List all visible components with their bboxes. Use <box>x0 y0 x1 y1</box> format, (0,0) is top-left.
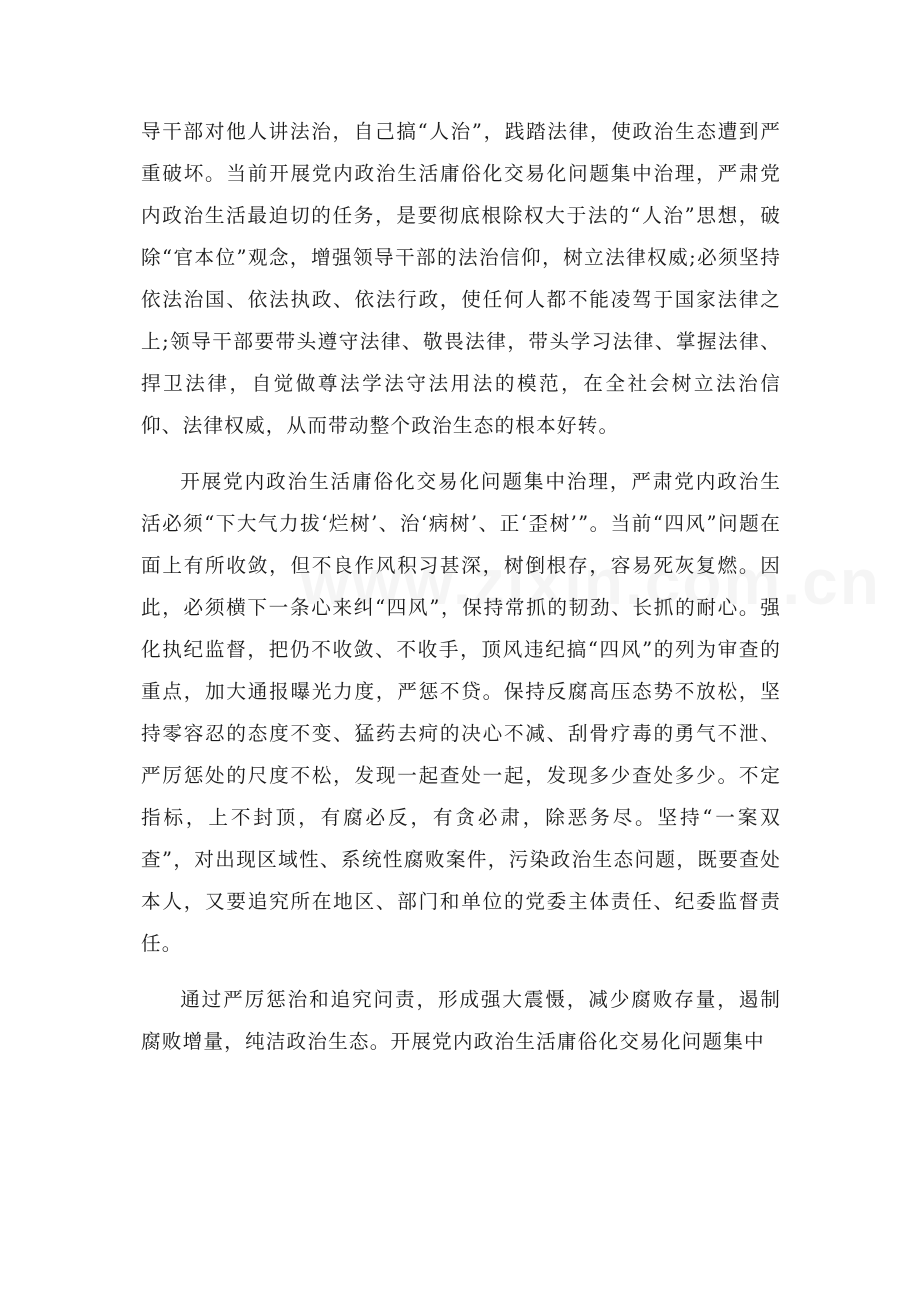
paragraph-2: 开展党内政治生活庸俗化交易化问题集中治理，严肃党内政治生活必须“下大气力拔‘烂树’、治‘病树’、正‘歪树’”。当前“四风”问题在面上有所收敛，但不良作风积习甚深，树倒根存，容易死灰复燃。因此，必须横下一条心来纠“四风”，保持常抓的韧劲、长抓的耐心。强化执纪监督，把仍不收敛、不收手，顶风违纪搞“四风”的列为审查的重点，加大通报曝光力度，严惩不贷。保持反腐高压态势不放松，坚持零容忍的态度不变、猛药去疴的决心不减、刮骨疗毒的勇气不泄、严厉惩处的尺度不松，发现一起查处一起，发现多少查处多少。不定指标，上不封顶，有腐必反，有贪必肃，除恶务尽。坚持“一案双查”，对出现区域性、系统性腐败案件，污染政治生态问题，既要查处本人，又要追究所在地区、部门和单位的党委主体责任、纪委监督责任。 <box>141 470 781 955</box>
paragraph-3: 通过严厉惩治和追究问责，形成强大震慑，减少腐败存量，遏制腐败增量，纯洁政治生态。开展党内政治生活庸俗化交易化问题集中 <box>141 988 781 1053</box>
document-body <box>141 111 781 1063</box>
paragraph-1: 导干部对他人讲法治，自己搞“人治”，践踏法律，使政治生态遭到严重破坏。当前开展党内政治生活庸俗化交易化问题集中治理，严肃党内政治生活最迫切的任务，是要彻底根除权大于法的“人治”思想，破除“官本位”观念，增强领导干部的法治信仰，树立法律权威;必须坚持依法治国、依法执政、依法行政，使任何人都不能凌驾于国家法律之上;领导干部要带头遵守法律、敬畏法律，带头学习法律、掌握法律、捍卫法律，自觉做尊法学法守法用法的模范，在全社会树立法治信仰、法律权威，从而带动整个政治生态的根本好转。 <box>141 120 781 437</box>
